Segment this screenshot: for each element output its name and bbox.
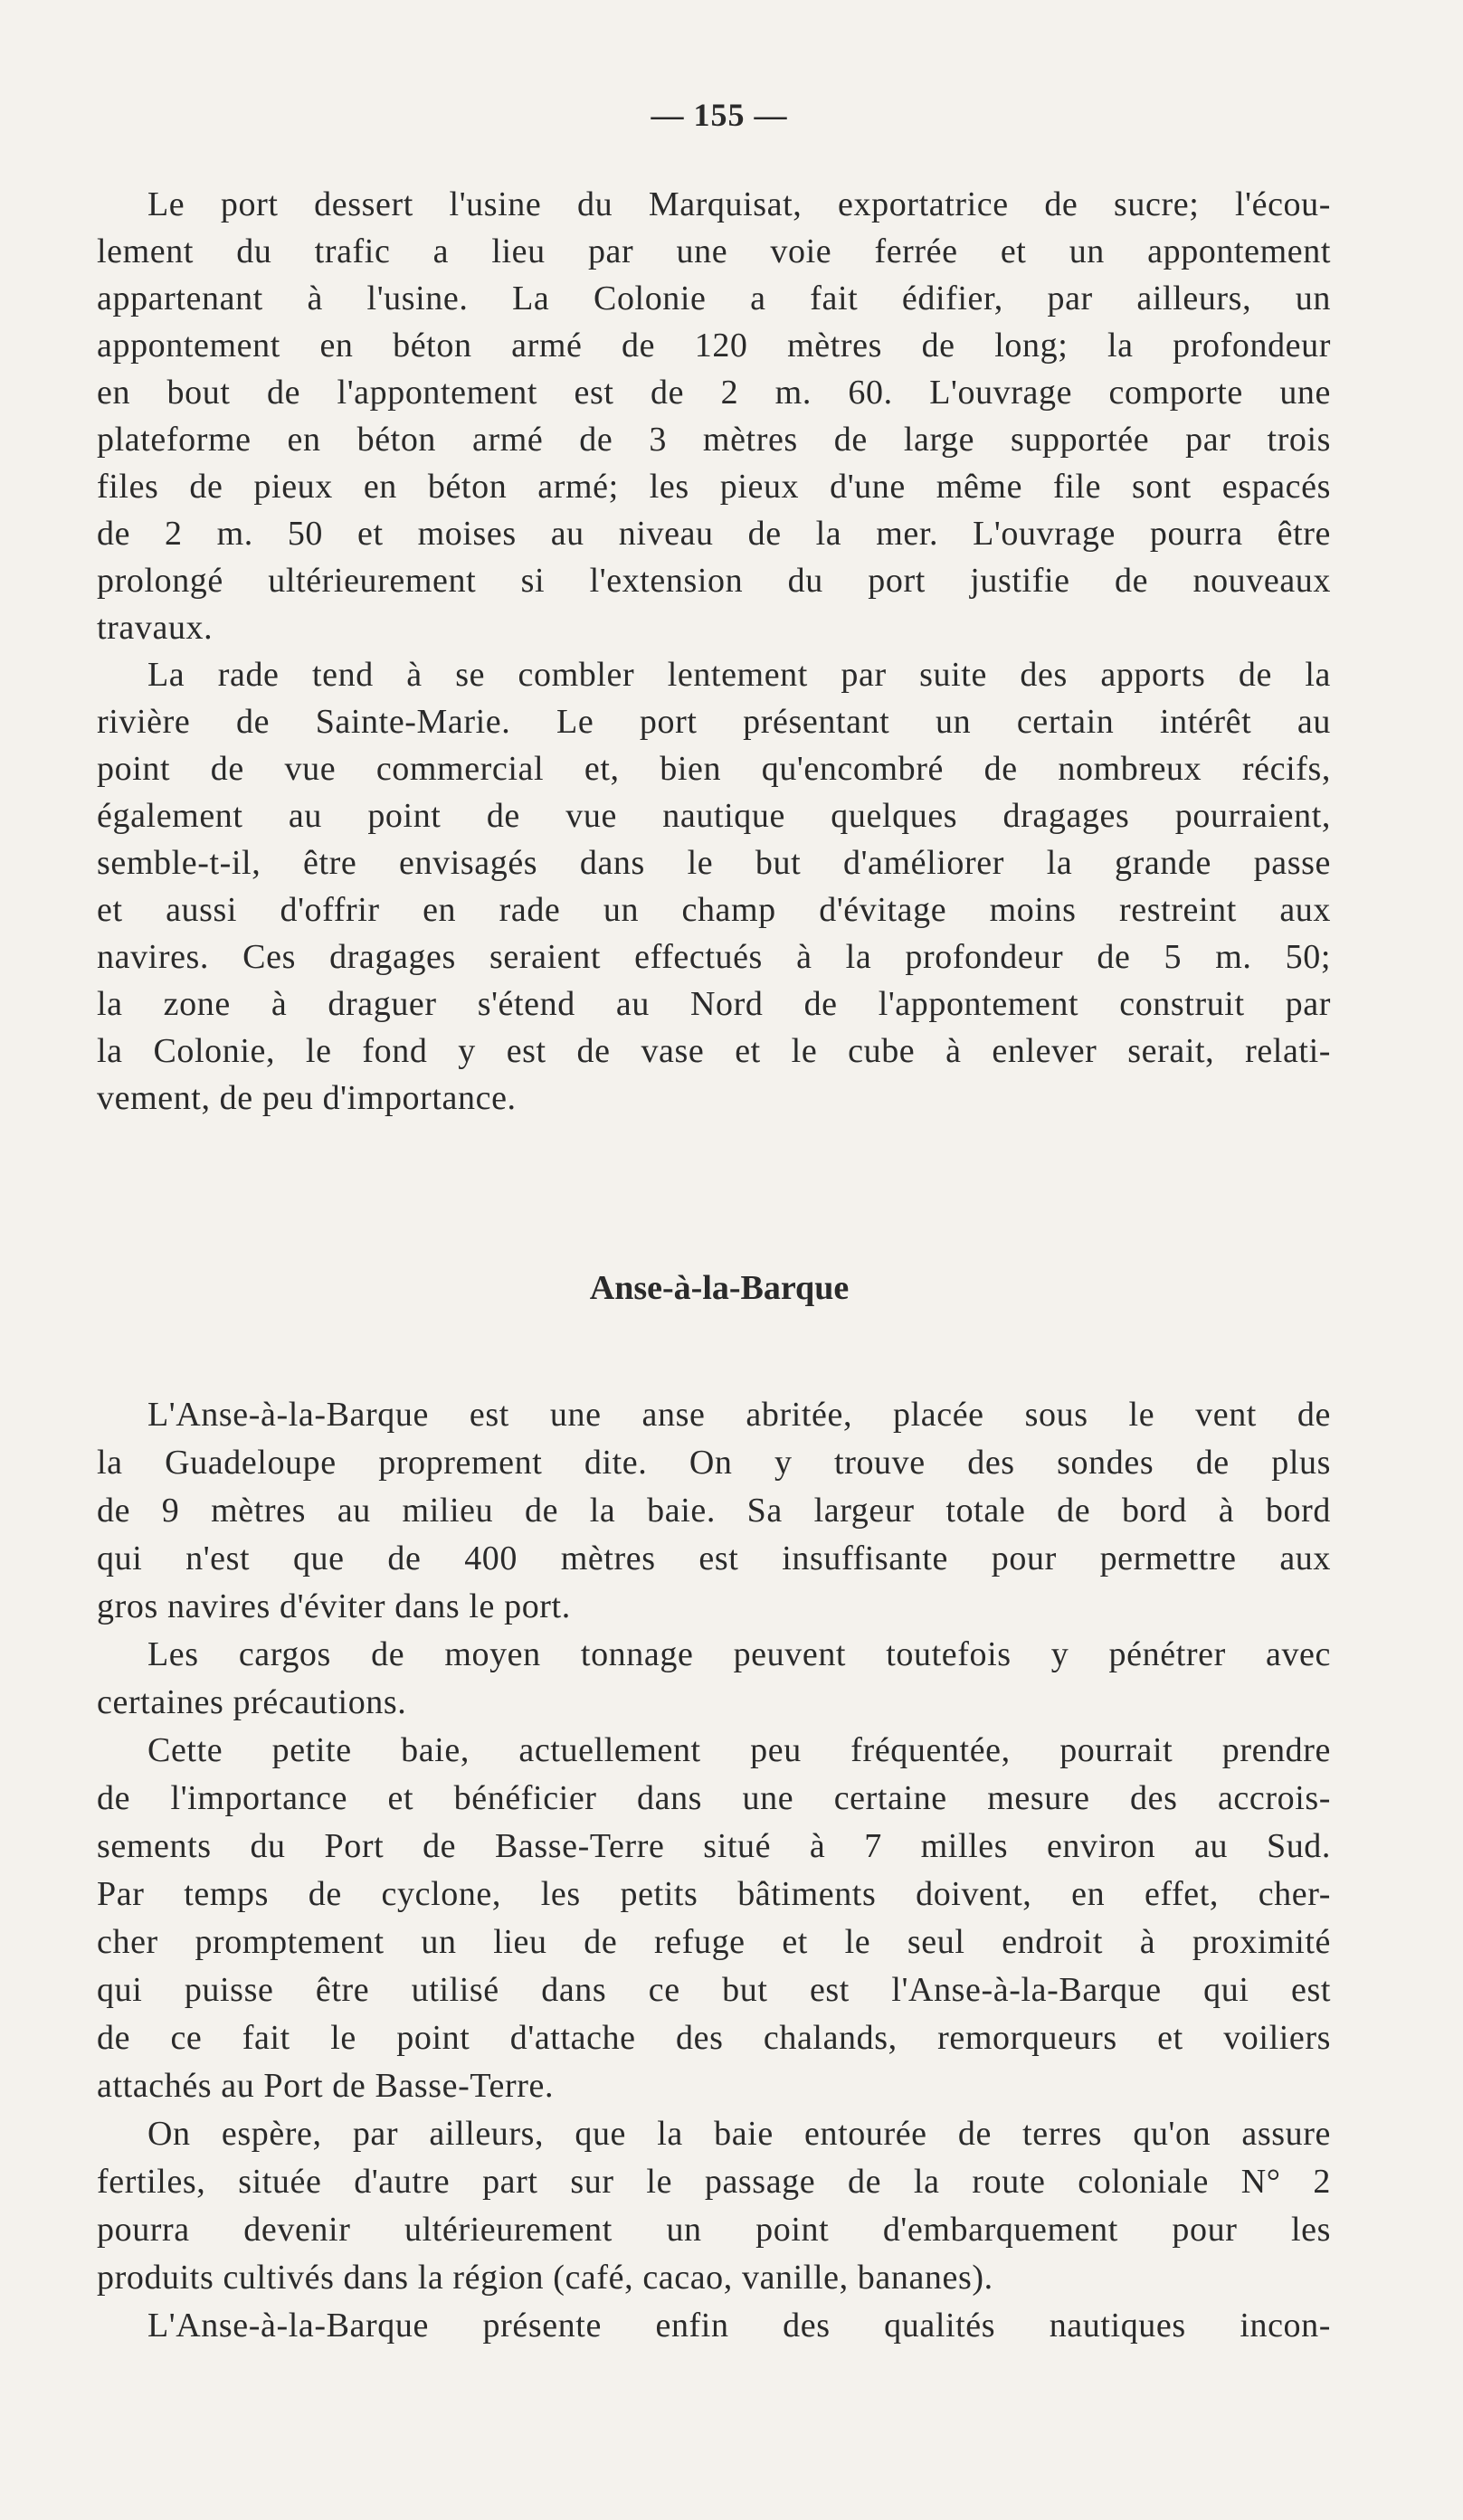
text-line: Par temps de cyclone, les petits bâtiments doivent, en effet, cher- (97, 1875, 1331, 1913)
text-line: de 2 m. 50 et moises au niveau de la mer. L'ouvrage pourra être (97, 515, 1331, 553)
text-line: appartenant à l'usine. La Colonie a fait édifier, par ailleurs, un (97, 279, 1331, 317)
text-block-anse-a-la-barque (97, 1391, 1331, 2350)
text-line: de ce fait le point d'attache des chalands, remorqueurs et voiliers (97, 2019, 1331, 2057)
text-line: en bout de l'appontement est de 2 m. 60. L'ouvrage comporte une (97, 374, 1331, 412)
text-line: également au point de vue nautique quelques dragages pourraient, (97, 797, 1331, 835)
paragraph (97, 181, 1331, 651)
text-line: Le port dessert l'usine du Marquisat, exportatrice de sucre; l'écou- (147, 185, 1331, 223)
text-line: point de vue commercial et, bien qu'encombré de nombreux récifs, (97, 750, 1331, 788)
text-line: et aussi d'offrir en rade un champ d'évitage moins restreint aux (97, 891, 1331, 929)
text-line: On espère, par ailleurs, que la baie entourée de terres qu'on assure (147, 2115, 1331, 2153)
text-line: sements du Port de Basse-Terre situé à 7 milles environ au Sud. (97, 1827, 1331, 1865)
text-line: lement du trafic a lieu par une voie ferrée et un appontement (97, 232, 1331, 270)
text-line: pourra devenir ultérieurement un point d'embarquement pour les (97, 2211, 1331, 2249)
text-line: L'Anse-à-la-Barque est une anse abritée, placée sous le vent de (147, 1396, 1331, 1434)
text-line: la Colonie, le fond y est de vase et le cube à enlever serait, relati- (97, 1032, 1331, 1070)
text-block-marquisat (97, 181, 1331, 1122)
section-heading: Anse-à-la-Barque (589, 1269, 850, 1307)
text-line: La rade tend à se combler lentement par suite des apports de la (147, 656, 1331, 694)
page-number: — 155 — (651, 97, 788, 133)
text-line: la zone à draguer s'étend au Nord de l'appontement construit par (97, 985, 1331, 1023)
text-line: vement, de peu d'importance. (97, 1079, 517, 1117)
text-line: certaines précautions. (97, 1683, 407, 1721)
text-line: de l'importance et bénéficier dans une certaine mesure des accrois- (97, 1779, 1331, 1817)
text-line: semble-t-il, être envisagés dans le but d'améliorer la grande passe (97, 844, 1331, 882)
text-line: navires. Ces dragages seraient effectués à la profondeur de 5 m. 50; (97, 938, 1331, 976)
text-line: produits cultivés dans la région (café, cacao, vanille, bananes). (97, 2259, 993, 2297)
text-line: L'Anse-à-la-Barque présente enfin des qualités nautiques incon- (147, 2307, 1331, 2345)
text-line: prolongé ultérieurement si l'extension du port justifie de nouveaux (97, 562, 1331, 600)
text-line: gros navires d'éviter dans le port. (97, 1587, 571, 1625)
paragraph (97, 1727, 1331, 2110)
text-line: plateforme en béton armé de 3 mètres de large supportée par trois (97, 421, 1331, 459)
text-line: qui puisse être utilisé dans ce but est l'Anse-à-la-Barque qui est (97, 1971, 1331, 2009)
paragraph (97, 651, 1331, 1122)
text-line: files de pieux en béton armé; les pieux d'une même file sont espacés (97, 468, 1331, 506)
paragraph (97, 2110, 1331, 2302)
text-line: appontement en béton armé de 120 mètres de long; la profondeur (97, 327, 1331, 365)
text-line: la Guadeloupe proprement dite. On y trouve des sondes de plus (97, 1444, 1331, 1482)
text-line: attachés au Port de Basse-Terre. (97, 2067, 555, 2105)
paragraph (97, 1391, 1331, 1631)
paragraph (97, 2302, 1331, 2350)
text-line: de 9 mètres au milieu de la baie. Sa largeur totale de bord à bord (97, 1492, 1331, 1530)
text-line: Cette petite baie, actuellement peu fréquentée, pourrait prendre (147, 1731, 1331, 1769)
text-line: travaux. (97, 609, 214, 647)
text-line: cher promptement un lieu de refuge et le seul endroit à proximité (97, 1923, 1331, 1961)
text-line: Les cargos de moyen tonnage peuvent toutefois y pénétrer avec (147, 1635, 1331, 1673)
text-line: fertiles, située d'autre part sur le passage de la route coloniale N° 2 (97, 2163, 1331, 2201)
paragraph (97, 1631, 1331, 1727)
text-line: rivière de Sainte-Marie. Le port présentant un certain intérêt au (97, 703, 1331, 741)
text-line: qui n'est que de 400 mètres est insuffisante pour permettre aux (97, 1539, 1331, 1577)
